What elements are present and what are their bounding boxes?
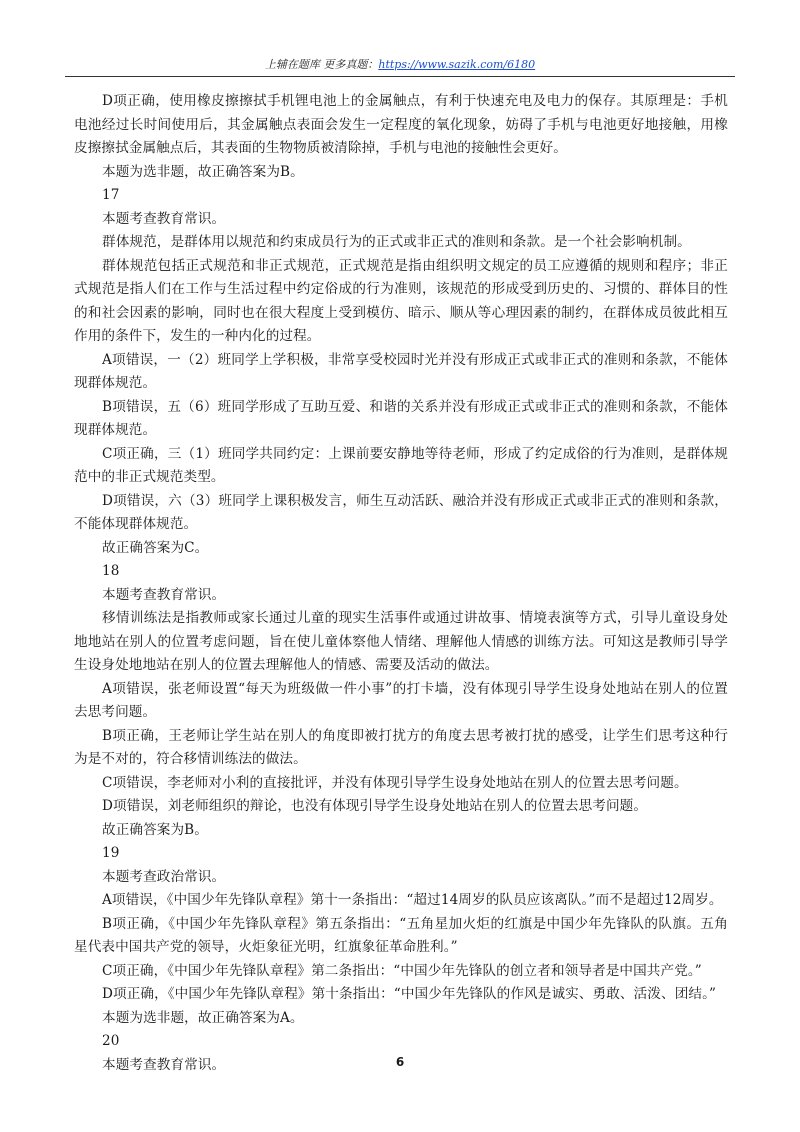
paragraph: 本题考查教育常识。 (102, 210, 226, 227)
question-number: 18 (102, 563, 120, 579)
paragraph: 本题考查教育常识。 (102, 1056, 226, 1073)
paragraph: 群体规范包括正式规范和非正式规范，正式规范是指由组织明文规定的员工应遵循的规则和程序；非正式规范是指人们在工作与生活过程中约定俗成的行为准则，该规范的形成受到历史的、习惯的、群体目的性的和社会因素的影响，同时也在很大程度上受到模仿、暗示、顺从等心理因素的制约，在群体成员彼此相互作用的条件下，发生的一种内化的过程。 (74, 257, 728, 344)
paragraph: A项错误，张老师设置“每天为班级做一件小事”的打卡墙，没有体现引导学生设身处地站在别人的位置去思考问题。 (74, 680, 728, 720)
question-number: 19 (102, 845, 120, 861)
document-body (74, 90, 728, 1077)
paragraph: C项正确，《中国少年先锋队章程》第二条指出：“中国少年先锋队的创立者和领导者是中国共产党。” (102, 962, 702, 979)
paragraph: 本题为选非题，故正确答案为B。 (102, 163, 304, 180)
paragraph: A项错误，《中国少年先锋队章程》第十一条指出：“超过14周岁的队员应该离队。”而不是超过12周岁。 (102, 892, 723, 908)
header-divider (65, 76, 735, 77)
paragraph: 群体规范，是群体用以规范和约束成员行为的正式或非正式的准则和条款。是一个社会影响机制。 (102, 234, 691, 250)
question-number: 20 (102, 1033, 120, 1049)
paragraph: D项正确，《中国少年先锋队章程》第十条指出：“中国少年先锋队的作风是诚实、勇敢、活泼、团结。” (102, 986, 717, 1002)
paragraph: C项错误，李老师对小利的直接批评，并没有体现引导学生设身处地站在别人的位置去思考问题。 (102, 774, 688, 791)
page-header (0, 56, 800, 72)
paragraph: A项错误，一（2）班同学上学积极，非常享受校园时光并没有形成正式或非正式的准则和条款，不能体现群体规范。 (74, 351, 728, 391)
paragraph: B项正确，《中国少年先锋队章程》第五条指出：“五角星加火炬的红旗是中国少年先锋队的队旗。五角星代表中国共产党的领导，火炬象征光明，红旗象征革命胜利。” (74, 915, 728, 955)
paragraph: B项正确，王老师让学生站在别人的角度即被打扰方的角度去思考被打扰的感受，让学生们思考这种行为是不对的，符合移情训练法的做法。 (74, 727, 728, 767)
paragraph: 本题为选非题，故正确答案为A。 (102, 1009, 304, 1026)
paragraph: D项错误，六（3）班同学上课积极发言，师生互动活跃、融洽并没有形成正式或非正式的准则和条款，不能体现群体规范。 (74, 492, 728, 532)
header-link[interactable]: https://www.sazik.com/6180 (378, 58, 536, 71)
paragraph: 本题考查教育常识。 (102, 586, 226, 603)
question-number: 17 (102, 187, 120, 203)
paragraph: D项正确，使用橡皮擦擦拭手机锂电池上的金属触点，有利于快速充电及电力的保存。其原理是：手机电池经过长时间使用后，其金属触点表面会发生一定程度的氧化现象，妨碍了手机与电池更好地接触，用橡皮擦擦拭金属触点后，其表面的生物物质被清除掉，手机与电池的接触性会更好。 (74, 93, 728, 156)
page-number: 6 (395, 1055, 405, 1069)
paragraph: 故正确答案为B。 (102, 821, 208, 838)
header-label: 上辅在题库 更多真题： (264, 58, 379, 71)
paragraph: 本题考查政治常识。 (102, 868, 226, 885)
paragraph: 移情训练法是指教师或家长通过儿童的现实生活事件或通过讲故事、情境表演等方式，引导儿童设身处地地站在别人的位置考虑问题，旨在使儿童体察他人情绪、理解他人情感的训练方法。可知这是教师引导学生设身处地地站在别人的位置去理解他人的情感、需要及活动的做法。 (74, 610, 728, 673)
paragraph: D项错误，刘老师组织的辩论，也没有体现引导学生设身处地站在别人的位置去思考问题。 (102, 798, 648, 814)
paragraph: C项正确，三（1）班同学共同约定：上课前要安静地等待老师，形成了约定成俗的行为准则，是群体规范中的非正式规范类型。 (74, 445, 728, 485)
paragraph: 故正确答案为C。 (102, 539, 209, 556)
paragraph: B项错误，五（6）班同学形成了互助互爱、和谐的关系并没有形成正式或非正式的准则和条款，不能体现群体规范。 (74, 398, 728, 438)
